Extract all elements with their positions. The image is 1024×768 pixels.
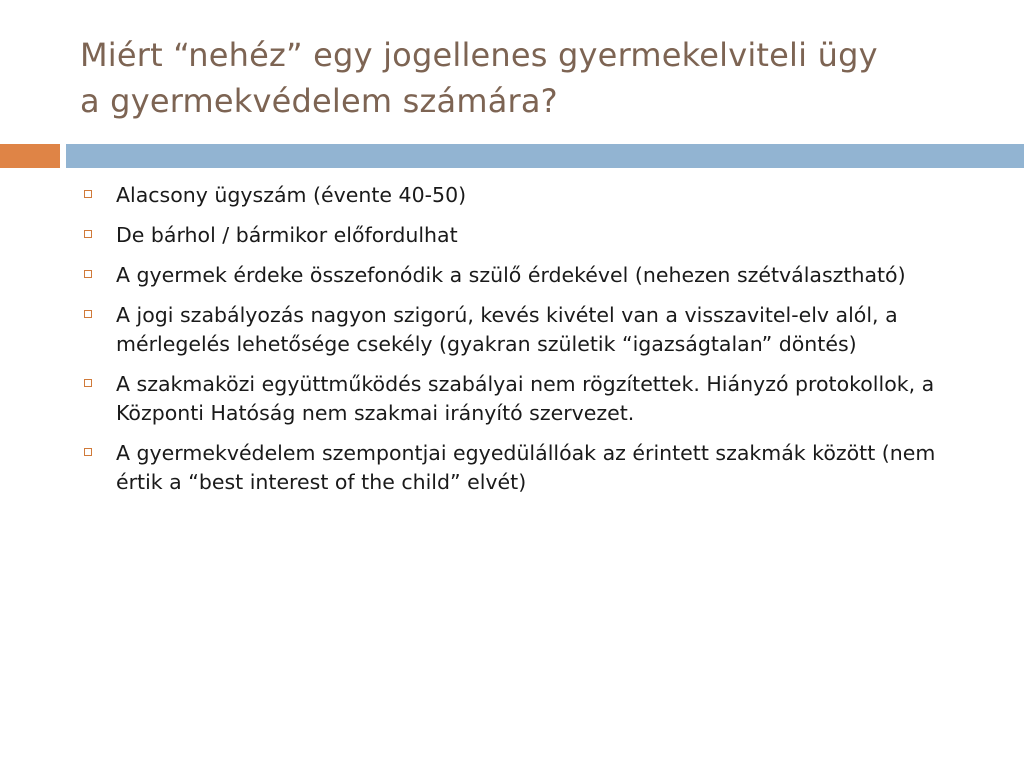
- bullet-text: A gyermek érdeke összefonódik a szülő érdekével (nehezen szétválasztható): [116, 263, 906, 287]
- bullet-item: [80, 301, 980, 359]
- slide-title: [80, 32, 1000, 124]
- square-bullet-icon: [84, 310, 92, 318]
- bullet-list: [80, 181, 980, 508]
- square-bullet-icon: [84, 448, 92, 456]
- square-bullet-icon: [84, 270, 92, 278]
- accent-bar-blue: [66, 144, 1024, 168]
- slide-title-line-2: a gyermekvédelem számára?: [80, 82, 558, 120]
- accent-bar-orange: [0, 144, 60, 168]
- bullet-item: [80, 439, 980, 497]
- bullet-text: A szakmaközi együttműködés szabályai nem rögzítettek. Hiányzó protokollok, a Központi Hatóság nem szakmai irányító szervezet.: [116, 372, 935, 425]
- bullet-text: A gyermekvédelem szempontjai egyedülállóak az érintett szakmák között (nem értik a “best interest of the child” elvét): [116, 441, 936, 494]
- bullet-item: [80, 221, 980, 250]
- bullet-item: [80, 181, 980, 210]
- bullet-text: Alacsony ügyszám (évente 40-50): [116, 183, 467, 207]
- square-bullet-icon: [84, 379, 92, 387]
- slide-title-line-1: Miért “nehéz” egy jogellenes gyermekelviteli ügy: [80, 36, 878, 74]
- bullet-text: A jogi szabályozás nagyon szigorú, kevés kivétel van a visszavitel-elv alól, a mérlegelés lehetősége csekély (gyakran születik “igazságtalan” döntés): [116, 303, 898, 356]
- bullet-item: [80, 261, 980, 290]
- bullet-item: [80, 370, 980, 428]
- square-bullet-icon: [84, 230, 92, 238]
- bullet-text: De bárhol / bármikor előfordulhat: [116, 223, 458, 247]
- square-bullet-icon: [84, 190, 92, 198]
